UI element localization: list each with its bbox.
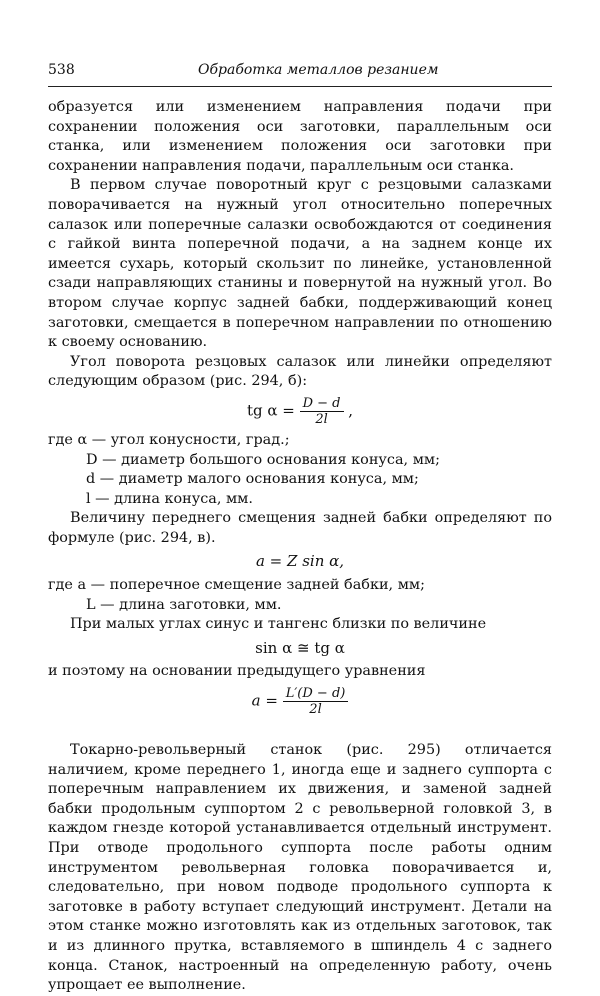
formula-tangent-tail: , <box>348 401 354 420</box>
formula-tangent-lhs: tg α = <box>246 401 295 420</box>
body-text <box>48 98 552 996</box>
formula-tangent <box>48 396 552 427</box>
paragraph-7: Токарно-револьверный станок (рис. 295) отличается наличием, кроме переднего 1, иногда еще и заднего суппорта с поперечным направлением их движения, и заменой задней бабки продольным суппортом 2 с револьверной головкой 3, в каждом гнезде которой устанавливается отдельный инструмент. При отводе продольного суппорта после работы одним инструментом револьверная головка поворачивается и, следовательно, при новом подводе продольного суппорта к заготовке в работу вступает следующий инструмент. Детали на этом станке можно изготовлять как из отдельных заготовок, так и из длинного прутка, вставляемого в шпиндель 4 с заднего конца. Станок, настроенный на определенную работу, очень упрощает ее выполнение. <box>48 742 552 994</box>
book-page <box>48 0 552 994</box>
paragraph-4: Величину переднего смещения задней бабки определяют по формуле (рис. 294, в). <box>48 510 552 546</box>
definition-line: L — длина заготовки, мм. <box>86 596 282 613</box>
formula-tangent-numerator: D − d <box>300 396 344 412</box>
header-rule <box>48 86 552 87</box>
formula-result-lhs: a = <box>251 691 278 710</box>
formula-tangent-fraction <box>300 396 344 427</box>
definition-line: l — длина конуса, мм. <box>86 490 253 507</box>
definition-line: где a — поперечное смещение задней бабки, мм; <box>48 577 425 594</box>
definition-line: d — диаметр малого основания конуса, мм; <box>86 471 419 488</box>
formula-result-fraction <box>283 686 349 717</box>
formula-result-denominator: 2l <box>309 702 322 718</box>
paragraph-5: При малых углах синус и тангенс близки по величине <box>70 616 487 633</box>
formula-tangent-denominator: 2l <box>315 411 328 427</box>
page-number: 538 <box>48 62 75 78</box>
paragraph-6: и поэтому на основании предыдущего уравнения <box>48 663 426 680</box>
paragraph-3: Угол поворота резцовых салазок или линейки определяют следующим образом (рис. 294, б): <box>48 353 552 390</box>
section-gap <box>48 721 552 741</box>
formula-offset: a = Z sin α, <box>255 552 345 571</box>
paragraph-1: образуется или изменением направления подачи при сохранении положения оси заготовки, параллельным оси станка, или изменением положения оси заготовки при сохранении направления подачи, параллельным оси станка. <box>48 99 552 174</box>
definition-line: где α — угол конусности, град.; <box>48 431 290 448</box>
page-header <box>48 62 552 84</box>
paragraph-2: В первом случае поворотный круг с резцовыми салазками поворачивается на нужный угол относительно поперечных салазок или поперечные салазки освобождаются от соединения с гайкой винта поперечной подачи, а на заднем конце их имеется сухарь, который скользит по линейке, установленной сзади направляющих станины и повернутой на нужный угол. Во втором случае корпус задней бабки, поддерживающий конец заготовки, смещается в поперечном направлении по отношению к своему основанию. <box>48 177 552 351</box>
formula-result-numerator: L′(D − d) <box>283 686 349 702</box>
running-title: Обработка металлов резанием <box>198 62 439 78</box>
definition-line: D — диаметр большого основания конуса, мм; <box>86 451 440 468</box>
formula-result <box>48 686 552 717</box>
formula-approx: sin α ≅ tg α <box>255 638 345 657</box>
